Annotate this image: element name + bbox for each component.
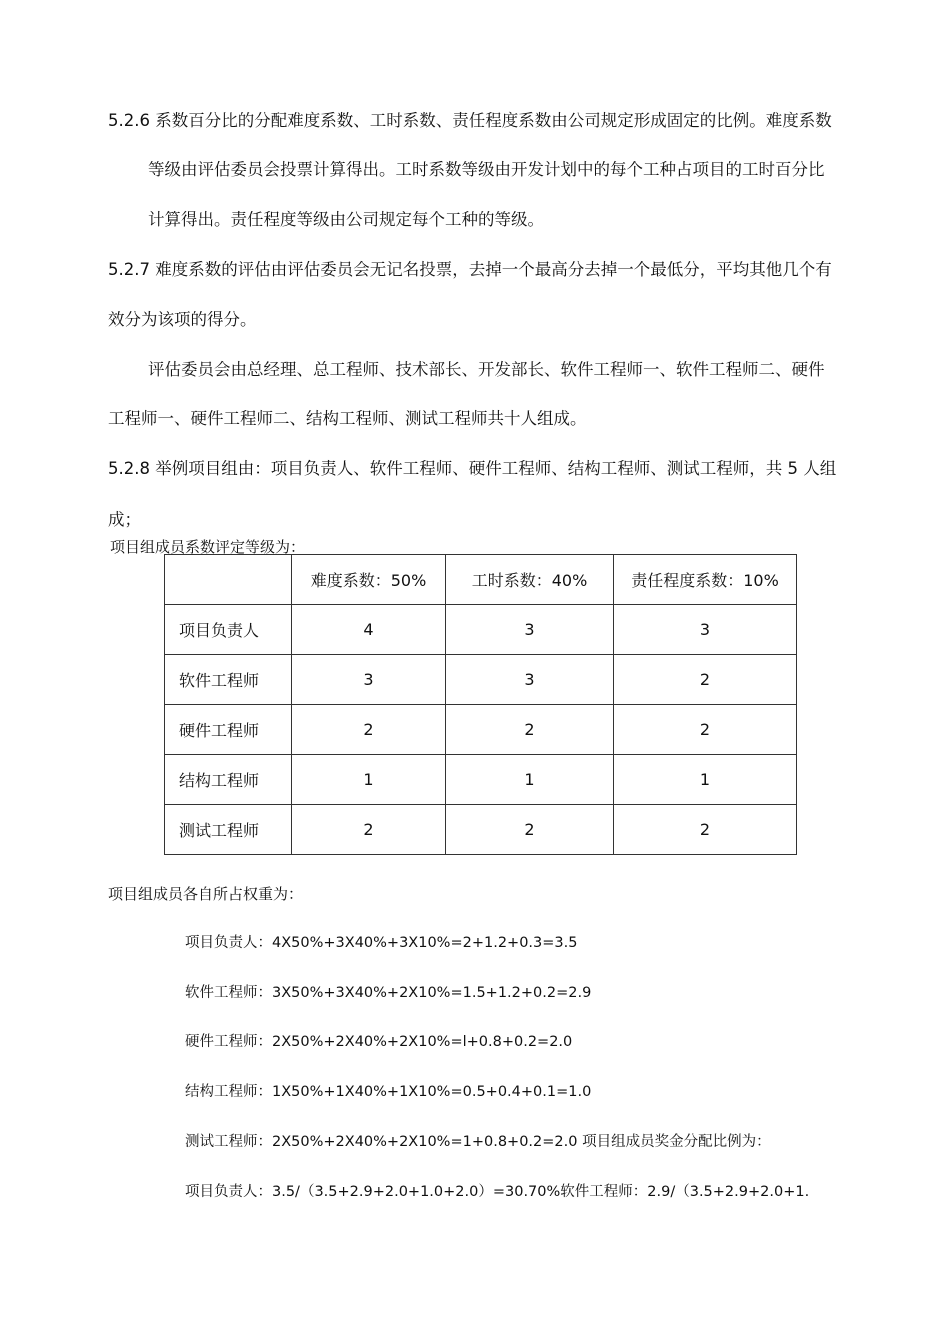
table-cell: 2 <box>614 705 797 755</box>
weight-line-project-lead: 项目负责人：4X50%+3X40%+3X10%=2+1.2+0.3=3.5 <box>185 935 578 951</box>
table-caption: 项目组成员系数评定等级为： <box>110 538 306 556</box>
bonus-ratio-line: 项目负责人：3.5/（3.5+2.9+2.0+1.0+2.0）=30.70%软件工程师：2.9/（3.5+2.9+2.0+1. <box>185 1184 810 1200</box>
grade-table <box>164 554 797 855</box>
paragraph-5-2-6-line-1: 5.2.6 系数百分比的分配难度系数、工时系数、责任程度系数由公司规定形成固定的比例。难度系数 <box>108 111 832 130</box>
table-header-cell: 难度系数：50% <box>292 555 446 605</box>
table-row <box>165 705 797 755</box>
row-label: 软件工程师 <box>165 655 292 705</box>
table-cell: 1 <box>446 755 614 805</box>
table-cell: 3 <box>446 605 614 655</box>
paragraph-5-2-7-line-2: 效分为该项的得分。 <box>108 310 257 329</box>
table-row <box>165 605 797 655</box>
paragraph-5-2-8-line-2: 成； <box>108 510 141 529</box>
table-row <box>165 755 797 805</box>
committee-paragraph-line-2: 工程师一、硬件工程师二、结构工程师、测试工程师共十人组成。 <box>108 409 587 428</box>
weights-heading: 项目组成员各自所占权重为： <box>108 885 304 903</box>
weight-line-test: 测试工程师：2X50%+2X40%+2X10%=1+0.8+0.2=2.0 项目组成员奖金分配比例为： <box>185 1134 771 1150</box>
table-cell: 4 <box>292 605 446 655</box>
table-row <box>165 655 797 705</box>
weight-line-structure: 结构工程师：1X50%+1X40%+1X10%=0.5+0.4+0.1=1.0 <box>185 1084 592 1100</box>
table-cell: 1 <box>614 755 797 805</box>
table-cell: 1 <box>292 755 446 805</box>
table-cell: 2 <box>292 805 446 855</box>
table-header-cell: 工时系数：40% <box>446 555 614 605</box>
table-cell: 3 <box>292 655 446 705</box>
paragraph-5-2-6-line-3: 计算得出。责任程度等级由公司规定每个工种的等级。 <box>148 210 544 229</box>
row-label: 硬件工程师 <box>165 705 292 755</box>
table-header-cell: 责任程度系数：10% <box>614 555 797 605</box>
paragraph-5-2-7-line-1: 5.2.7 难度系数的评估由评估委员会无记名投票，去掉一个最高分去掉一个最低分，平均其他几个有 <box>108 260 832 279</box>
weight-line-hardware: 硬件工程师：2X50%+2X40%+2X10%=l+0.8+0.2=2.0 <box>185 1034 573 1050</box>
row-label: 结构工程师 <box>165 755 292 805</box>
table-cell: 3 <box>614 605 797 655</box>
table-cell: 3 <box>446 655 614 705</box>
table-cell: 2 <box>446 705 614 755</box>
row-label: 项目负责人 <box>165 605 292 655</box>
table-header-cell <box>165 555 292 605</box>
paragraph-5-2-8-line-1: 5.2.8 举例项目组由：项目负责人、软件工程师、硬件工程师、结构工程师、测试工程师，共 5 人组 <box>108 459 837 478</box>
table-header-row <box>165 555 797 605</box>
row-label: 测试工程师 <box>165 805 292 855</box>
committee-paragraph-line-1: 评估委员会由总经理、总工程师、技术部长、开发部长、软件工程师一、软件工程师二、硬件 <box>148 360 825 379</box>
table-cell: 2 <box>446 805 614 855</box>
paragraph-5-2-6-line-2: 等级由评估委员会投票计算得出。工时系数等级由开发计划中的每个工种占项目的工时百分比 <box>148 160 825 179</box>
table-cell: 2 <box>614 805 797 855</box>
table-cell: 2 <box>292 705 446 755</box>
weight-line-software: 软件工程师：3X50%+3X40%+2X10%=1.5+1.2+0.2=2.9 <box>185 985 592 1001</box>
table-row <box>165 805 797 855</box>
table-cell: 2 <box>614 655 797 705</box>
